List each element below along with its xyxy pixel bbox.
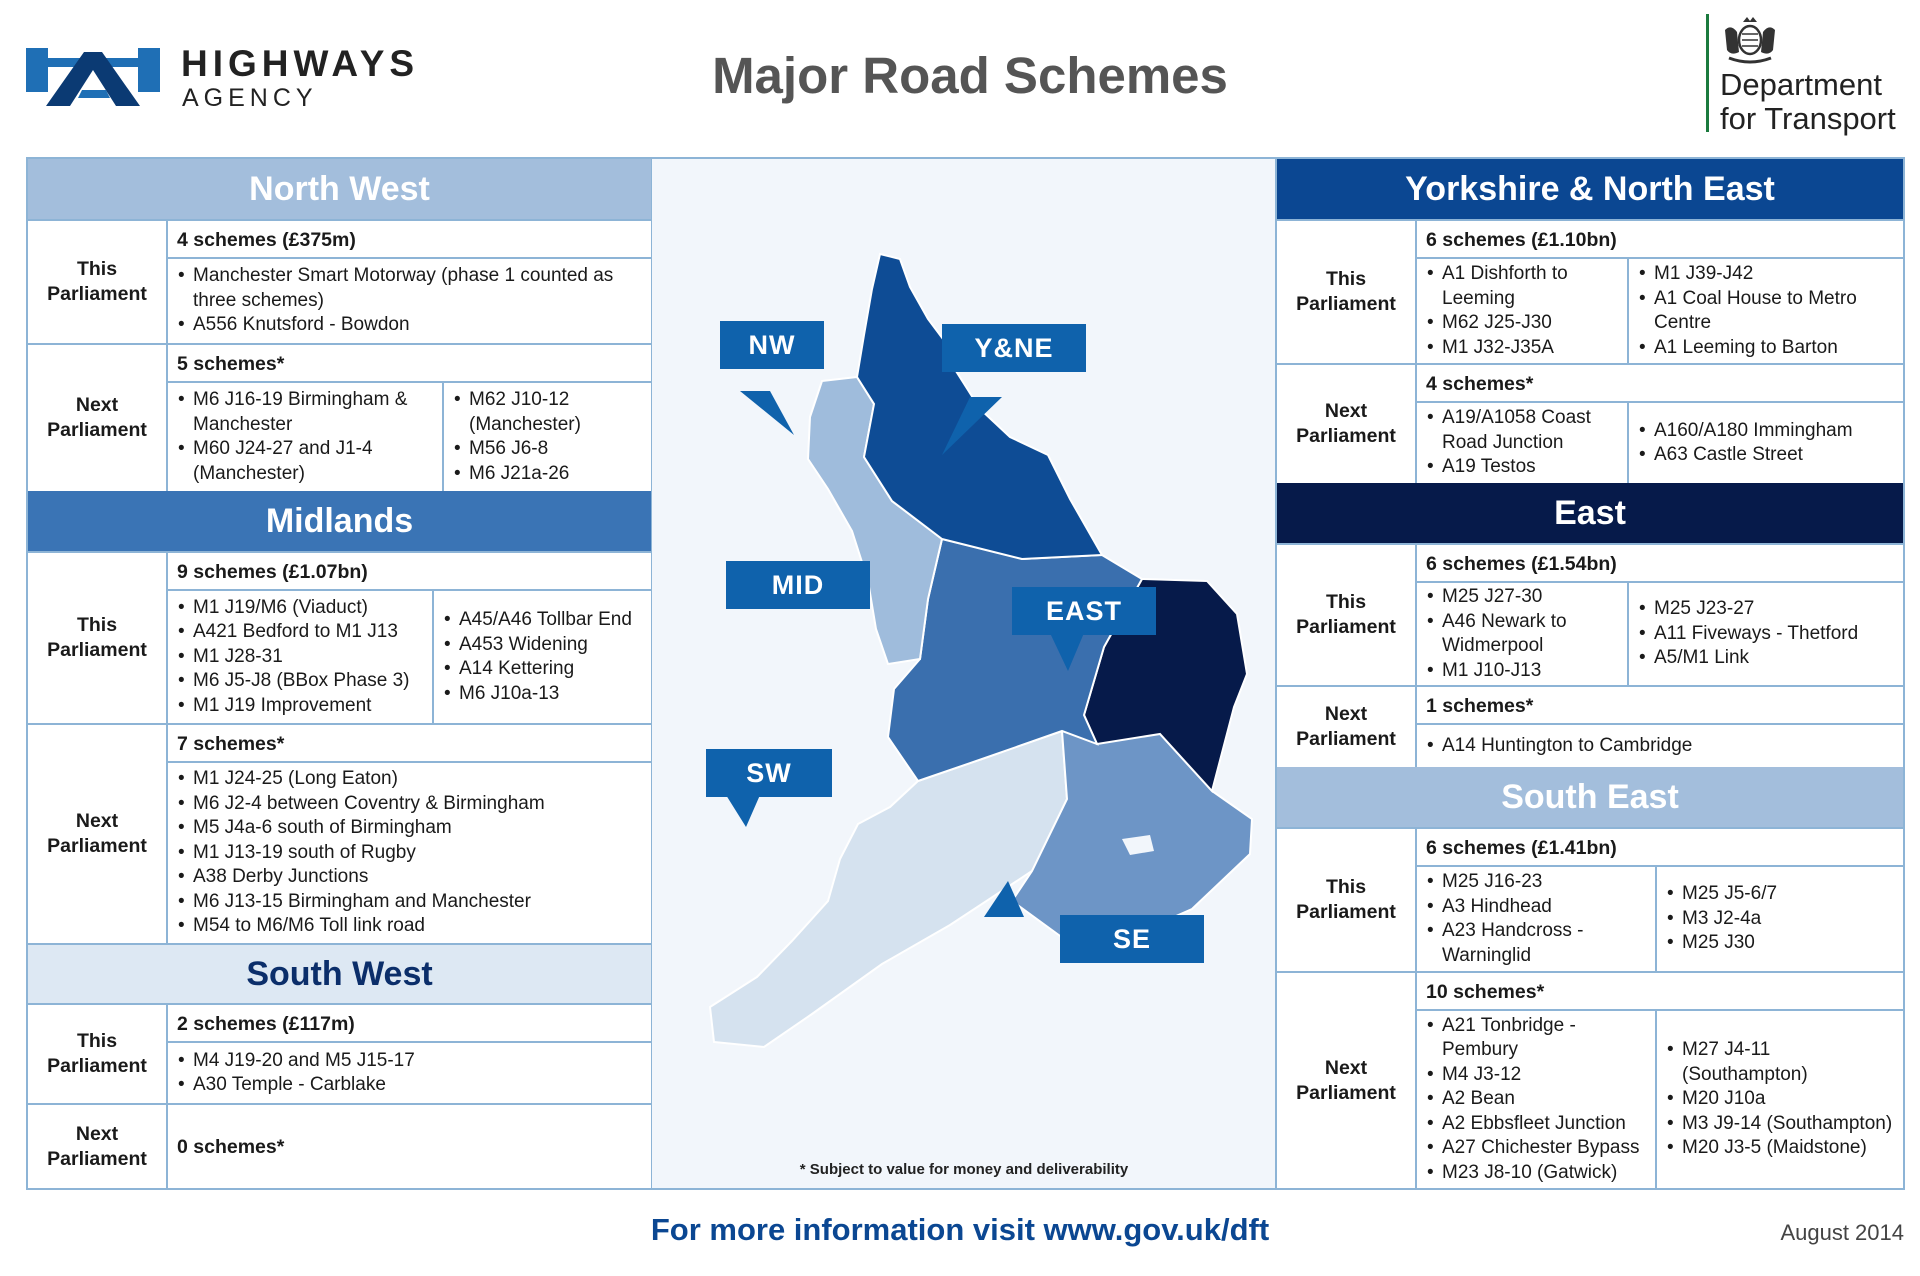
- scheme-item: • M20 J3-5 (Maidstone): [1667, 1136, 1897, 1161]
- period-label: This Parliament: [28, 221, 168, 343]
- scheme-item: • M1 J39-J42: [1639, 262, 1897, 287]
- highways-agency-logo: [26, 44, 466, 110]
- footer-info-link[interactable]: For more information visit www.gov.uk/dft: [650, 1212, 1270, 1247]
- scheme-item: • A63 Castle Street: [1639, 443, 1897, 468]
- scheme-list: [168, 1043, 651, 1103]
- region-header-south-east: South East: [1277, 767, 1903, 827]
- scheme-item: • A11 Fiveways - Thetford: [1639, 622, 1897, 647]
- scheme-list: [168, 383, 444, 491]
- map-panel: [652, 157, 1276, 1190]
- scheme-count: 4 schemes (£375m): [168, 221, 651, 259]
- south-west-next-parliament: [28, 1103, 651, 1188]
- dft-name-line2: for Transport: [1720, 101, 1896, 136]
- scheme-count: 10 schemes*: [1417, 973, 1903, 1011]
- scheme-item: • A1 Dishforth to Leeming: [1427, 262, 1621, 311]
- scheme-item: • M1 J32-J35A: [1427, 336, 1621, 361]
- scheme-item: • M27 J4-11 (Southampton): [1667, 1038, 1897, 1087]
- scheme-item: • M3 J9-14 (Southampton): [1667, 1112, 1897, 1137]
- scheme-item: • A160/A180 Immingham: [1639, 419, 1897, 444]
- callout-mid: MID: [726, 561, 870, 609]
- period-label: Next Parliament: [28, 725, 168, 943]
- scheme-item: • M3 J2-4a: [1667, 907, 1897, 932]
- scheme-item: • M25 J27-30: [1427, 585, 1621, 610]
- region-header-midlands: Midlands: [28, 491, 651, 551]
- yorkshire-this-parliament: [1277, 219, 1903, 363]
- left-region-column: [26, 157, 653, 1190]
- scheme-item: • A5/M1 Link: [1639, 646, 1897, 671]
- scheme-item: • A45/A46 Tollbar End: [444, 608, 645, 633]
- scheme-item: • A3 Hindhead: [1427, 895, 1649, 920]
- scheme-count: 2 schemes (£117m): [168, 1005, 651, 1043]
- scheme-count: 6 schemes (£1.10bn): [1417, 221, 1903, 259]
- scheme-item: • M6 J10a-13: [444, 682, 645, 707]
- scheme-item: • A556 Knutsford - Bowdon: [178, 313, 645, 338]
- callout-pointer-nw: [740, 391, 794, 435]
- period-label: Next Parliament: [28, 345, 168, 491]
- scheme-item: • M62 J25-J30: [1427, 311, 1621, 336]
- scheme-list: [1417, 1011, 1657, 1188]
- south-east-next-parliament: [1277, 971, 1903, 1188]
- callout-sw: SW: [706, 749, 832, 797]
- scheme-item: • M25 J16-23: [1427, 870, 1649, 895]
- scheme-list: [1417, 583, 1629, 685]
- scheme-list: [434, 591, 651, 723]
- scheme-item: • A27 Chichester Bypass: [1427, 1136, 1649, 1161]
- scheme-list: [1417, 725, 1903, 767]
- scheme-item: • M6 J13-15 Birmingham and Manchester: [178, 890, 645, 915]
- scheme-list: [1629, 403, 1903, 483]
- period-label: This Parliament: [28, 553, 168, 723]
- scheme-list: [1657, 1011, 1903, 1188]
- scheme-list: [1657, 867, 1903, 971]
- footer-date: August 2014: [1780, 1220, 1904, 1245]
- scheme-item: • A19/A1058 Coast Road Junction: [1427, 406, 1621, 455]
- scheme-item: • A38 Derby Junctions: [178, 865, 645, 890]
- scheme-item: • A421 Bedford to M1 J13: [178, 620, 426, 645]
- scheme-item: • M4 J19-20 and M5 J15-17: [178, 1049, 645, 1074]
- scheme-count: 1 schemes*: [1417, 687, 1903, 725]
- scheme-item: • M23 J8-10 (Gatwick): [1427, 1161, 1649, 1186]
- agency-name: HIGHWAYS: [181, 43, 420, 84]
- scheme-item: • A453 Widening: [444, 633, 645, 658]
- north-west-this-parliament: [28, 219, 651, 343]
- scheme-count: 9 schemes (£1.07bn): [168, 553, 651, 591]
- scheme-item: • A19 Testos: [1427, 455, 1621, 480]
- region-header-north-west: North West: [28, 159, 651, 219]
- highways-agency-logo-icon: [26, 44, 162, 108]
- yorkshire-next-parliament: [1277, 363, 1903, 483]
- scheme-item: • A2 Bean: [1427, 1087, 1649, 1112]
- scheme-item: • M20 J10a: [1667, 1087, 1897, 1112]
- scheme-item: • M5 J4a-6 south of Birmingham: [178, 816, 645, 841]
- scheme-item: • M54 to M6/M6 Toll link road: [178, 914, 645, 939]
- south-east-this-parliament: [1277, 827, 1903, 971]
- period-label: This Parliament: [1277, 545, 1417, 685]
- scheme-count: 7 schemes*: [168, 725, 651, 763]
- callout-se: SE: [1060, 915, 1204, 963]
- dft-name-line1: Department: [1720, 67, 1882, 102]
- scheme-item: • A2 Ebbsfleet Junction: [1427, 1112, 1649, 1137]
- dft-logo: [1706, 14, 1906, 134]
- right-region-column: [1275, 157, 1905, 1190]
- callout-nw: NW: [720, 321, 824, 369]
- scheme-item: • A14 Kettering: [444, 657, 645, 682]
- period-label: This Parliament: [1277, 829, 1417, 971]
- scheme-item: • M1 J19 Improvement: [178, 694, 426, 719]
- callout-pointer-sw: [726, 795, 760, 827]
- period-label: Next Parliament: [28, 1105, 168, 1188]
- callout-east: EAST: [1012, 587, 1156, 635]
- period-label: This Parliament: [1277, 221, 1417, 363]
- scheme-item: • M6 J16-19 Birmingham & Manchester: [178, 388, 436, 437]
- east-this-parliament: [1277, 543, 1903, 685]
- scheme-list: [1417, 259, 1629, 363]
- east-next-parliament: [1277, 685, 1903, 767]
- scheme-item: • Manchester Smart Motorway (phase 1 counted as three schemes): [178, 264, 645, 313]
- scheme-list: [168, 763, 651, 943]
- region-header-yorkshire: Yorkshire & North East: [1277, 159, 1903, 219]
- north-west-next-parliament: [28, 343, 651, 491]
- scheme-item: • M62 J10-12 (Manchester): [454, 388, 645, 437]
- scheme-item: • A23 Handcross - Warninglid: [1427, 919, 1649, 968]
- footnote: * Subject to value for money and deliverability: [799, 1161, 1129, 1178]
- scheme-list: [1417, 403, 1629, 483]
- scheme-item: • M25 J23-27: [1639, 597, 1897, 622]
- scheme-item: • M6 J21a-26: [454, 462, 645, 487]
- scheme-item: • M1 J10-J13: [1427, 659, 1621, 684]
- scheme-list: [1629, 583, 1903, 685]
- scheme-item: • M56 J6-8: [454, 437, 645, 462]
- period-label: Next Parliament: [1277, 687, 1417, 767]
- scheme-list: [168, 591, 434, 723]
- scheme-item: • M25 J5-6/7: [1667, 882, 1897, 907]
- scheme-item: • A1 Leeming to Barton: [1639, 336, 1897, 361]
- period-label: This Parliament: [28, 1005, 168, 1103]
- scheme-count: 6 schemes (£1.41bn): [1417, 829, 1903, 867]
- agency-sub: AGENCY: [182, 84, 318, 112]
- scheme-item: • A21 Tonbridge - Pembury: [1427, 1014, 1649, 1063]
- scheme-list: [444, 383, 651, 491]
- dft-divider: [1706, 14, 1709, 132]
- page-title: Major Road Schemes: [712, 47, 1228, 104]
- scheme-item: • M1 J13-19 south of Rugby: [178, 841, 645, 866]
- england-regions-map: [652, 159, 1276, 1159]
- scheme-item: • A30 Temple - Carblake: [178, 1073, 645, 1098]
- scheme-list: [1629, 259, 1903, 363]
- scheme-list: [168, 259, 651, 343]
- south-west-this-parliament: [28, 1003, 651, 1103]
- scheme-item: • M4 J3-12: [1427, 1063, 1649, 1088]
- callout-yne: Y&NE: [942, 324, 1086, 372]
- scheme-count: 5 schemes*: [168, 345, 651, 383]
- scheme-item: • M60 J24-27 and J1-4 (Manchester): [178, 437, 436, 486]
- scheme-item: • M1 J24-25 (Long Eaton): [178, 767, 645, 792]
- scheme-item: • M1 J28-31: [178, 645, 426, 670]
- scheme-list: [1417, 867, 1657, 971]
- scheme-count: 4 schemes*: [1417, 365, 1903, 403]
- scheme-item: • A46 Newark to Widmerpool: [1427, 610, 1621, 659]
- scheme-item: • M6 J5-J8 (BBox Phase 3): [178, 669, 426, 694]
- region-header-south-west: South West: [28, 943, 651, 1003]
- scheme-count: 0 schemes*: [177, 1136, 285, 1158]
- scheme-item: • M25 J30: [1667, 931, 1897, 956]
- midlands-this-parliament: [28, 551, 651, 723]
- scheme-count: 6 schemes (£1.54bn): [1417, 545, 1903, 583]
- region-header-east: East: [1277, 483, 1903, 543]
- scheme-item: • M1 J19/M6 (Viaduct): [178, 596, 426, 621]
- scheme-item: • M6 J2-4 between Coventry & Birmingham: [178, 792, 645, 817]
- period-label: Next Parliament: [1277, 365, 1417, 483]
- period-label: Next Parliament: [1277, 973, 1417, 1188]
- royal-crest-icon: [1721, 16, 1779, 64]
- scheme-item: • A14 Huntington to Cambridge: [1427, 734, 1897, 759]
- scheme-item: • A1 Coal House to Metro Centre: [1639, 287, 1897, 336]
- midlands-next-parliament: [28, 723, 651, 943]
